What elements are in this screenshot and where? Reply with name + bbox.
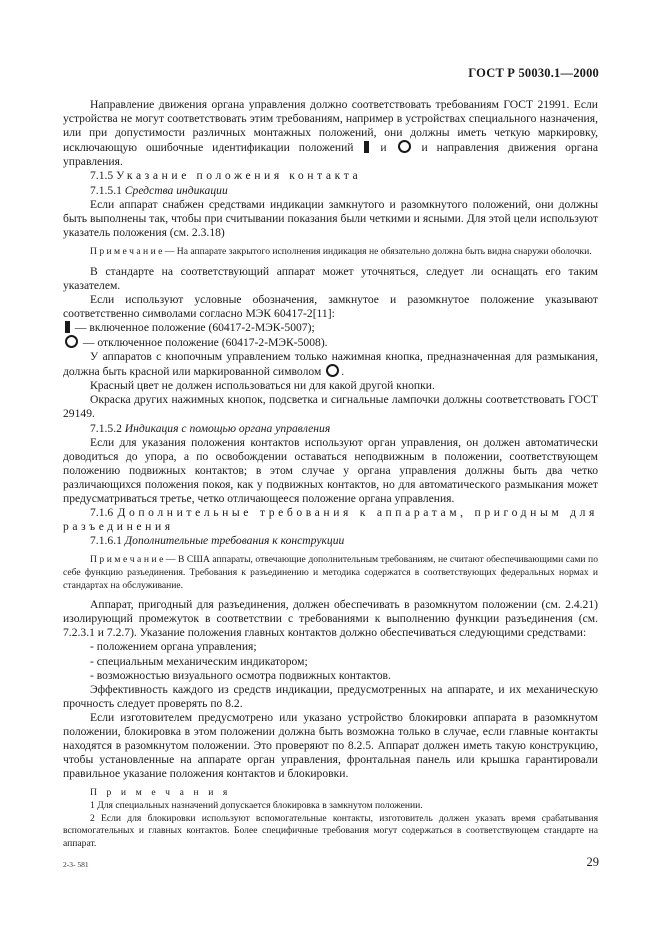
indication-means-list xyxy=(63,640,598,682)
section-number: 7.1.6.1 xyxy=(90,534,122,548)
section-title: Указание положения контакта xyxy=(116,169,362,183)
note-item: 1 Для специальных назначений допускается блокировка в замкнутом положении. xyxy=(90,800,423,811)
note-label: П р и м е ч а н и е — xyxy=(90,245,175,257)
off-position-icon xyxy=(65,335,78,348)
closed-position-icon xyxy=(364,141,369,153)
symbol-on-text: — включенное положение (60417-2-МЭК-5007); xyxy=(74,320,315,334)
notes-label: П р и м е ч а н и я xyxy=(90,787,231,799)
paragraph-text: Направление движения органа управления должно соответствовать требованиям ГОСТ 21991. Если устройства не могут соответствовать этим требованиям, например в устройствах специального назначения, или при допустимости различных монтажных положений, они должны иметь четкую маркировку, исключающую ошибочные идентификации положений xyxy=(63,98,598,155)
off-symbol-icon xyxy=(326,364,339,377)
paragraph-standard-indicator: В стандарте на соответствующий аппарат может уточняться, следует ли оснащать его таким указателем. xyxy=(63,264,598,292)
section-title: Дополнительные требования к аппаратам, пригодным для разъединения xyxy=(63,506,598,534)
section-title: Средства индикации xyxy=(124,183,228,197)
section-number: 7.1.5.2 xyxy=(90,421,122,435)
note-enclosed-apparatus xyxy=(63,246,598,259)
paragraph-text-tail: и направления движения органа управления. xyxy=(63,141,599,169)
page-body xyxy=(63,98,598,850)
symbol-off-line xyxy=(63,335,598,350)
paragraph-direction-of-movement xyxy=(63,98,598,169)
standard-header: ГОСТ Р 50030.1—2000 xyxy=(468,66,599,80)
paragraph-isolation: Аппарат, пригодный для разъединения, должен обеспечивать в разомкнутом положении (см. 2.4.21) изолирующий промежуток в соответствии с требованиями к выполнению функции разъединения (см. 7.2.3.1 и 7.2.7). Указание положения главных контактов должно обеспечиваться следующими средствами: xyxy=(63,598,598,640)
list-item: - специальным механическим индикатором; xyxy=(90,654,308,668)
note-text: На аппарате закрытого исполнения индикация не обязательно должна быть видна снаружи оболочки. xyxy=(176,245,592,257)
on-position-icon xyxy=(65,321,70,333)
paragraph-indication-means: Если аппарат снабжен средствами индикации замкнутого и разомкнутого положений, они должны быть выполнены так, чтобы при считывании показания были четкими и ясными. Для этой цели используют указатель положения (см. 2.3.18) xyxy=(63,197,598,239)
section-heading-7-1-5-2 xyxy=(63,422,598,436)
paragraph-other-buttons: Окраска других нажимных кнопок, подсветка и сигнальные лампочки должны соответствовать ГОСТ 29149. xyxy=(63,393,598,421)
section-number: 7.1.5.1 xyxy=(90,183,122,197)
section-heading-7-1-5 xyxy=(63,169,598,183)
note-item: 2 Если для блокировки используют вспомогательные контакты, изготовитель должен указать время срабатывания вспомогательных и главных контактов. Более специфичные требования могут содержаться в соответствующем стандарте на аппарат. xyxy=(63,812,598,849)
list-item: - возможностью визуального осмотра подвижных контактов. xyxy=(90,668,391,682)
paragraph-actuator-indication: Если для указания положения контактов используют орган управления, он должен автоматически доводиться до упора, а по освобождении оставаться неподвижным в положении, соответствующем положению подвижных контактов; в этом случае у органа управления должны быть два четко различающихся положения покоя, как у подвижных контактов, но для автоматического размыкания может предусматриваться третье, четко отличающееся положение органа управления. xyxy=(63,435,598,506)
section-title: Дополнительные требования к конструкции xyxy=(124,534,345,548)
section-heading-7-1-6-1 xyxy=(63,534,598,548)
note-text: В США аппараты, отвечающие дополнительным требованиям, не считают обеспечивающими сами по себе функцию разъединения. Требования к разъединению и методика содержатся в соответствующих федеральных нормах и стандартах на обслуживание. xyxy=(63,554,598,591)
paragraph-end: . xyxy=(341,365,345,379)
paragraph-text: У аппаратов с кнопочным управлением только нажимная кнопка, предназначенная для размыкания, должна быть красной или маркированной символом xyxy=(63,350,598,379)
section-heading-7-1-6 xyxy=(63,506,598,534)
paragraph-locking: Если изготовителем предусмотрено или указано устройство блокировки аппарата в разомкнутом положении, блокировка в этом положении должна быть возможна только в случае, если главные контакты находятся в разомкнутом положении. Это проверяют по 8.2.5. Аппарат должен иметь такую конструкцию, чтобы установленные на аппарате орган управления, фронтальная панель или крышка гарантировали правильное указание положения контактов и блокировки. xyxy=(63,710,598,781)
note-usa xyxy=(63,554,598,592)
list-item: - положением органа управления; xyxy=(90,640,257,654)
paragraph-effectiveness: Эффективность каждого из средств индикации, предусмотренных на аппарате, и их механическую прочность следует проверять по 8.2. xyxy=(63,682,598,710)
note-label: П р и м е ч а н и е — xyxy=(90,554,176,566)
paragraph-symbols: Если используют условные обозначения, замкнутое и разомкнутое положение указывают соответственно символами согласно МЭК 60417-2[11]: xyxy=(63,292,598,320)
symbol-on-line xyxy=(63,321,598,335)
section-title: Индикация с помощью органа управления xyxy=(124,421,331,435)
section-number: 7.1.5 xyxy=(90,169,114,183)
symbol-off-text: — отключенное положение (60417-2-МЭК-5008). xyxy=(82,336,328,349)
open-position-icon xyxy=(398,140,411,153)
print-code: 2-3- 581 xyxy=(63,860,89,869)
section-heading-7-1-5-1 xyxy=(63,184,598,198)
page-number: 29 xyxy=(586,855,599,869)
paragraph-pushbutton xyxy=(63,350,598,379)
paragraph-red-color: Красный цвет не должен использоваться ни для какой другой кнопки. xyxy=(90,379,435,393)
section-number: 7.1.6 xyxy=(90,506,114,520)
conjunction-text: и xyxy=(380,141,387,155)
